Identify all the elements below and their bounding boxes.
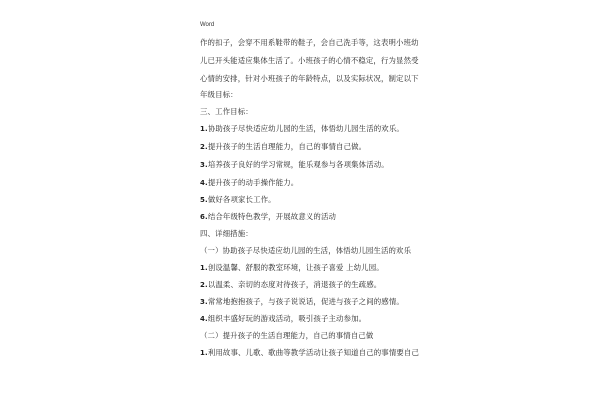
subsection-heading: （一）协助孩子尽快适应幼儿园的生活，体悟幼儿园生活的欢乐	[200, 246, 412, 255]
section-heading: 四、详细措施：	[200, 229, 253, 238]
list-item	[200, 348, 419, 358]
section-heading: 三、工作目标：	[200, 107, 253, 116]
item-number: 1.	[200, 125, 208, 133]
body-line: 作的扣子，会穿不用系鞋带的鞋子，会自己洗手等，这表明小班幼	[200, 38, 419, 47]
item-number: 4.	[200, 315, 208, 323]
item-text: 提升孩子的生活自理能力，自己的事情自己做。	[207, 142, 367, 151]
item-text: 以温柔、亲切的态度对待孩子，消退孩子的生疏感。	[207, 280, 382, 289]
body-line: 儿已开头能适应集体生活了。小班孩子的心情不稳定，行为显然受	[200, 56, 419, 65]
item-text: 组织丰盛好玩的游戏活动，吸引孩子主动参加。	[207, 314, 367, 323]
list-item	[200, 212, 336, 222]
list-item	[200, 280, 381, 290]
body-line: 心情的安排，针对小班孩子的年龄特点，以及实际状况，制定以下	[200, 74, 419, 83]
item-number: 3.	[200, 298, 208, 306]
item-text: 提升孩子的动手操作能力。	[207, 178, 299, 187]
item-number: 6.	[200, 213, 208, 221]
list-item	[200, 142, 366, 152]
list-item	[200, 314, 366, 324]
list-item	[200, 160, 389, 170]
item-number: 5.	[200, 196, 208, 204]
header-label: Word	[200, 22, 215, 28]
subsection-heading: （二）提升孩子的生活自理能力，自己的事情自己做	[200, 331, 374, 340]
list-item	[200, 263, 384, 273]
item-number: 2.	[200, 281, 208, 289]
item-text: 做好各项家长工作。	[207, 195, 276, 204]
item-text: 创设温馨、舒服的教室环境，让孩子喜爱 上幼儿园。	[207, 263, 384, 272]
item-text: 结合年级特色教学，开展故意义的活动	[207, 212, 337, 221]
list-item	[200, 297, 404, 307]
item-number: 2.	[200, 143, 208, 151]
item-text: 利用故事、儿歌、歌曲等教学活动让孩子知道自己的事情要自己	[207, 348, 419, 357]
item-number: 4.	[200, 179, 208, 187]
item-text: 培养孩子良好的学习常规，能乐观参与各项集体活动。	[207, 160, 389, 169]
item-number: 1.	[200, 264, 208, 272]
list-item	[200, 124, 404, 134]
body-line: 年级目标：	[200, 90, 238, 99]
item-number: 3.	[200, 161, 208, 169]
list-item	[200, 178, 298, 188]
item-text: 常常地抱抱孩子，与孩子说说话，促进与孩子之间的感情。	[207, 297, 404, 306]
item-number: 1.	[200, 349, 208, 357]
list-item	[200, 195, 276, 205]
item-text: 协助孩子尽快适应幼儿园的生活，体悟幼儿园生活的欢乐。	[207, 124, 404, 133]
